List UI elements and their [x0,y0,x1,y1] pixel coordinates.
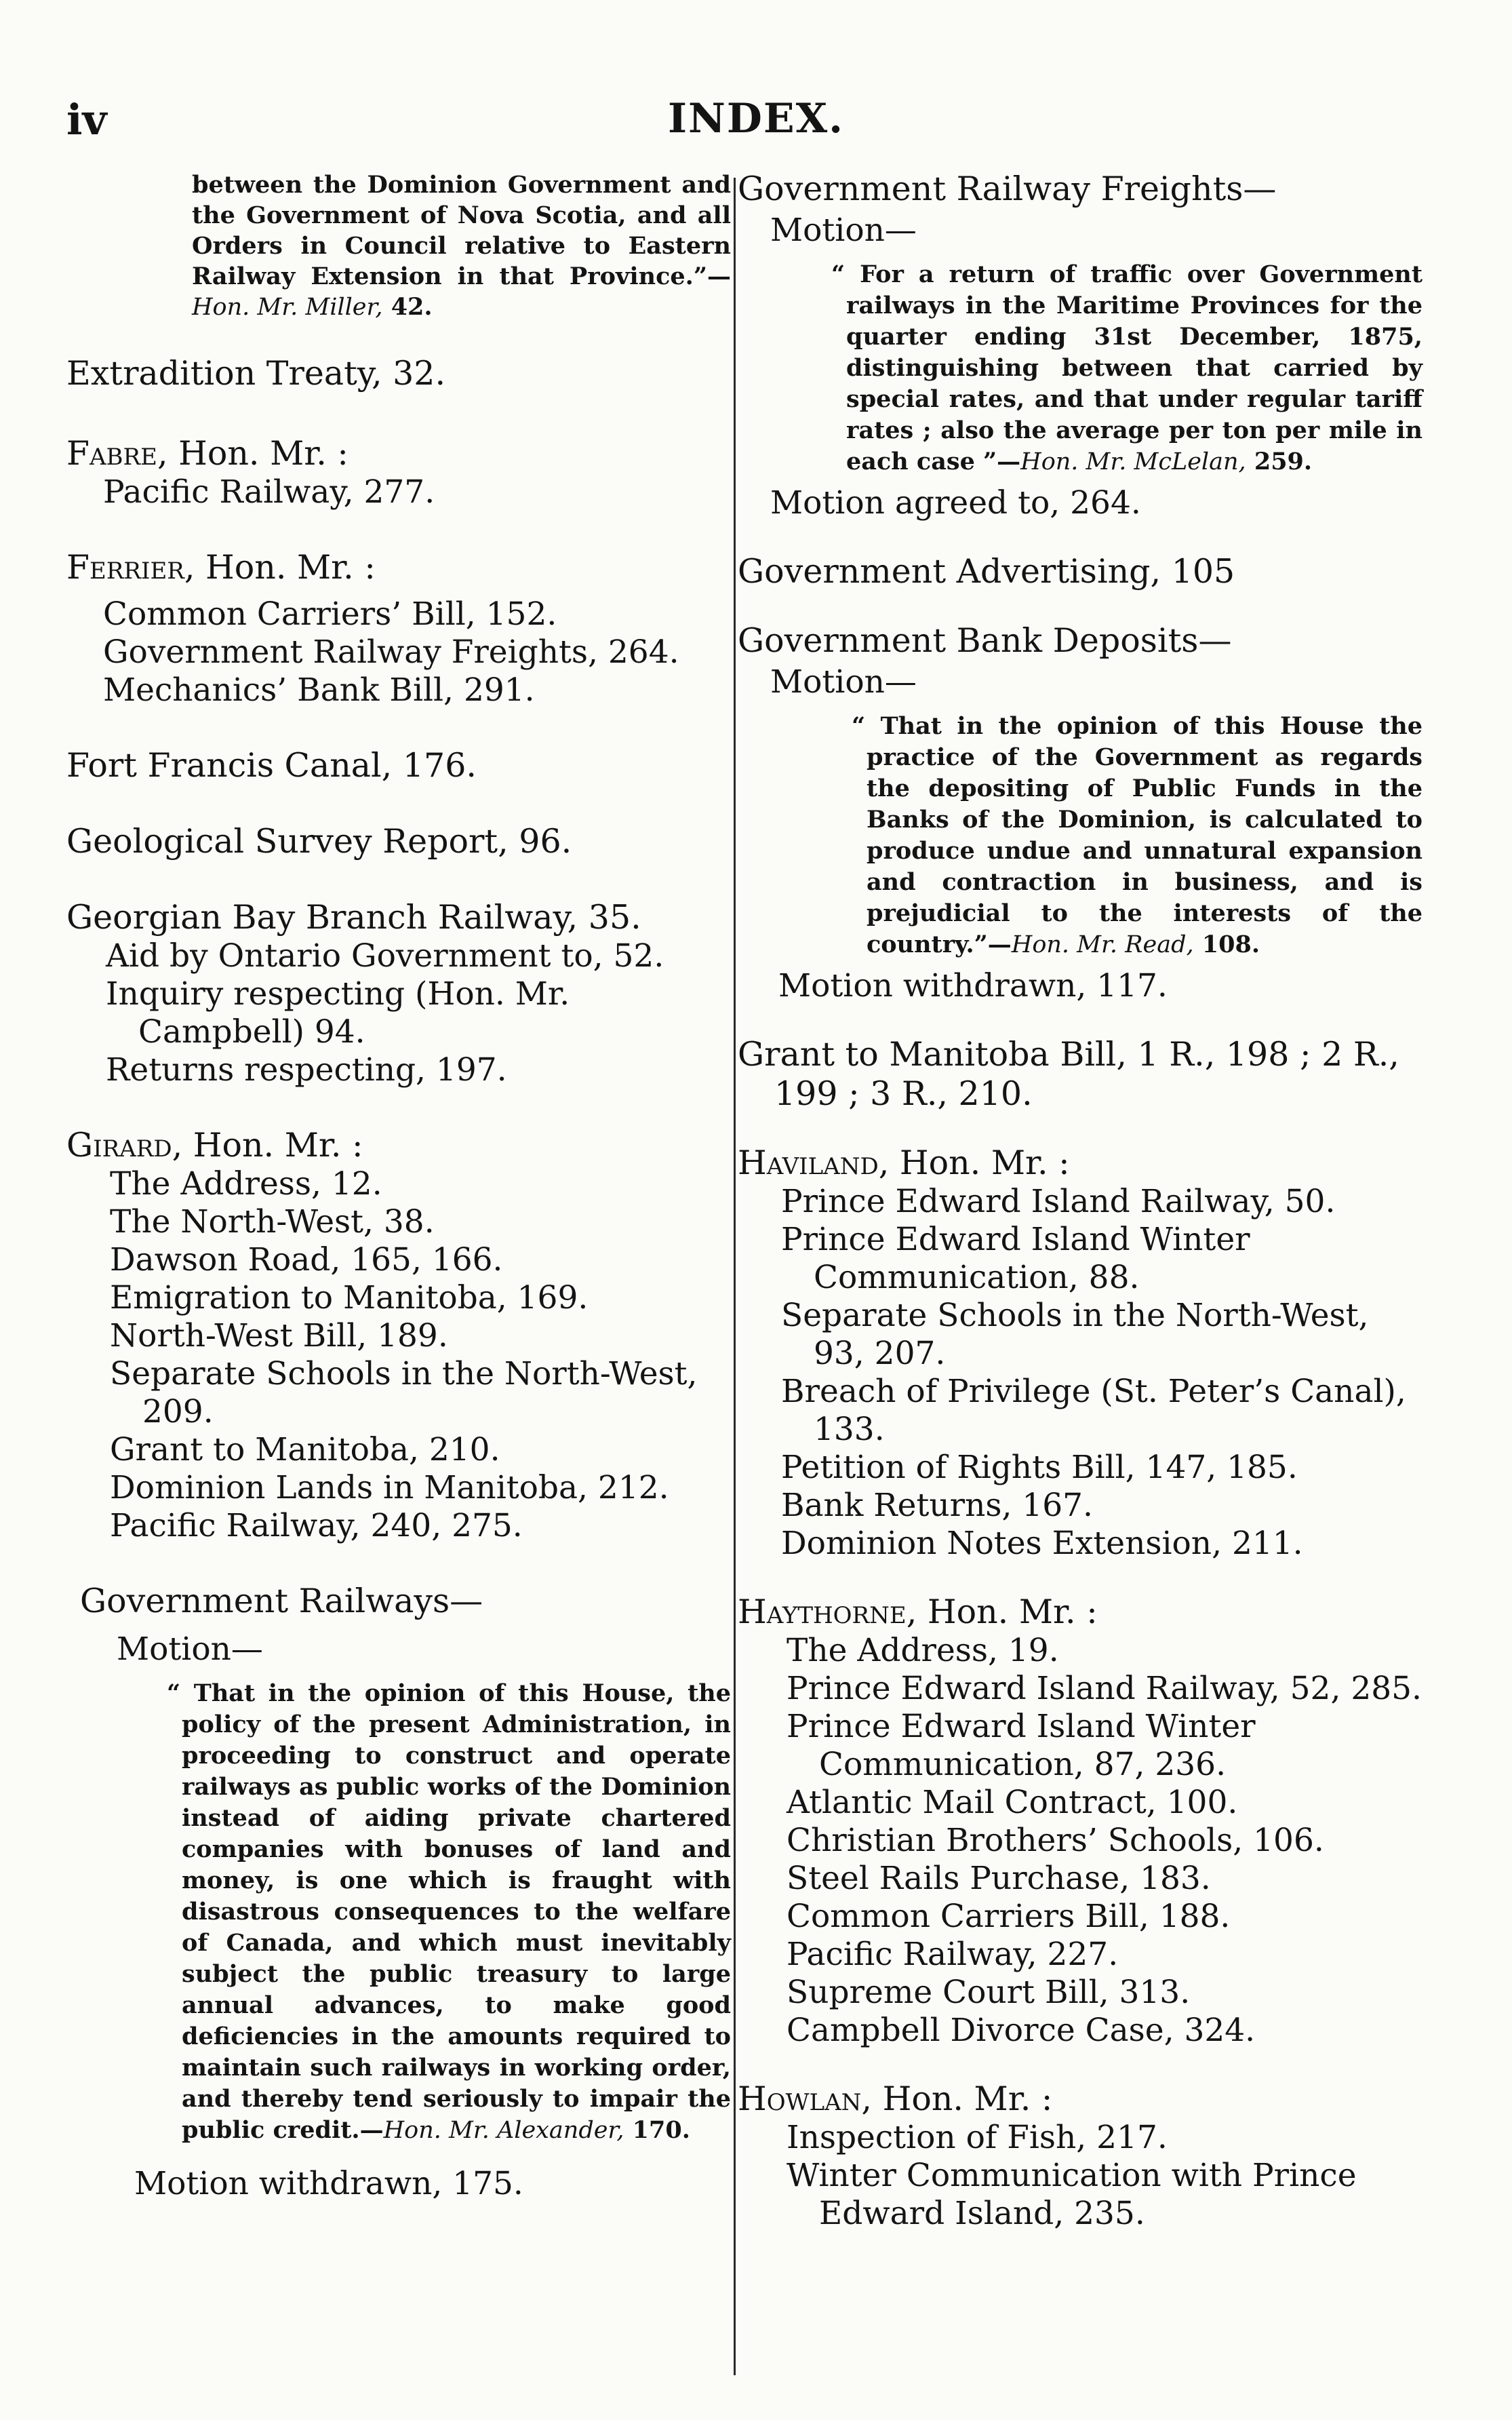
entry-georgian-bay [66,898,731,1089]
index-subentry: The Address, 12. [110,1165,382,1203]
index-subentry: Christian Brothers’ Schools, 106. [787,1822,1324,1859]
index-subentry: Dominion Lands in Manitoba, 212. [110,1469,669,1506]
entry-heading: Government Railways— [80,1582,483,1620]
entry-heading: Extradition Treaty, 32. [66,354,446,393]
index-subentry: Bank Returns, 167. [781,1487,1093,1524]
person-title: Hon. Mr. : [872,2080,1053,2118]
index-subentry: Government Railway Freights, 264. [103,633,679,671]
entry-heading [738,2080,1423,2119]
index-subentry: The North-West, 38. [110,1203,435,1241]
entry-heading: Fort Francis Canal, 176. [66,746,477,785]
entry-heading [738,1593,1423,1632]
index-subentry: Winter Communication with Prince Edward Island, 235. [787,2157,1357,2232]
index-subentry: Dawson Road, 165, 166. [110,1241,503,1279]
index-subentry: Petition of Rights Bill, 147, 185. [781,1449,1298,1486]
motion-result: Motion agreed to, 264. [770,484,1141,522]
index-subentry: Prince Edward Island Winter Communication, 88. [781,1221,1250,1296]
person-name: Howlan, [738,2080,873,2118]
index-subentry: Pacific Railway, 277. [103,473,435,511]
entry-heading: Grant to Manitoba Bill, 1 R., 198 ; 2 R., 199 ; 3 R., 210. [738,1035,1399,1113]
continued-quote-attribution: Hon. Mr. Miller, [192,294,383,321]
index-subentry: Inspection of Fish, 217. [787,2119,1168,2156]
person-title: Hon. Mr. : [167,434,349,473]
entry-geological [66,822,731,861]
index-subentry: Dominion Notes Extension, 211. [781,1525,1303,1562]
motion-attribution: Hon. Mr. Read, [1011,931,1194,958]
index-subentry: Atlantic Mail Contract, 100. [787,1784,1238,1821]
entry-heading [66,1126,731,1165]
entry-heading: Government Railway Freights— [738,170,1277,208]
entry-ferrier [66,548,731,709]
motion-attribution: Hon. Mr. Alexander, [383,2117,624,2144]
entry-howlan [738,2080,1423,2233]
index-subentry: Mechanics’ Bank Bill, 291. [103,671,535,709]
person-title: Hon. Mr. : [195,548,376,587]
index-subentry: Grant to Manitoba, 210. [110,1431,500,1468]
person-name: Fabre, [66,434,168,473]
entry-fabre [66,434,731,511]
page-number: iv [66,95,107,144]
index-subentry: Campbell Divorce Case, 324. [787,2012,1256,2049]
index-subentry: North-West Bill, 189. [110,1317,448,1354]
person-title: Hon. Mr. : [917,1593,1098,1631]
motion-quote-text: “ That in the opinion of this House the practice of the Government as regards the depositing of Public Funds in the Banks of the Dominion, is calculated to produce undue and unnatural expansion and contraction in business, and is prejudicial to the interests of the country.”— [852,712,1423,958]
index-subentry: Common Carriers Bill, 188. [787,1898,1231,1935]
column-divider [734,178,736,2375]
index-subentry: Returns respecting, 197. [106,1051,507,1089]
entry-grant-to-manitoba [738,1035,1423,1114]
person-name: Haythorne, [738,1593,917,1631]
left-column [66,170,731,2230]
index-subentry: Prince Edward Island Railway, 52, 285. [787,1670,1422,1707]
entry-heading: Georgian Bay Branch Railway, 35. [66,898,641,937]
entry-government-bank-deposits [738,621,1423,1005]
motion-label: Motion— [770,212,917,249]
motion-result: Motion withdrawn, 117. [778,967,1168,1004]
motion-page: 259. [1246,448,1313,475]
motion-attribution: Hon. Mr. McLelan, [1020,448,1246,475]
entry-heading [66,548,731,587]
motion-quote [66,1678,731,2146]
motion-quote-text: “ For a return of traffic over Government railways in the Maritime Provinces for the quarter ending 31st December, 1875, distinguishing between that carried by special rates, and that under regular tariff rates ; also the average per ton per mile in each case ”— [831,260,1423,475]
entry-girard [66,1126,731,1545]
entry-heading [66,434,731,473]
index-subentry: Separate Schools in the North-West, 93, 207. [781,1297,1369,1372]
entry-government-railways [66,1582,731,2203]
index-subentry: Pacific Railway, 227. [787,1936,1119,1973]
index-subentry: Separate Schools in the North-West, 209. [110,1355,698,1430]
index-subentry: Prince Edward Island Railway, 50. [781,1183,1336,1220]
entry-heading: Government Bank Deposits— [738,621,1232,660]
right-column [738,170,1423,2260]
entry-haythorne [738,1593,1423,2050]
continued-quote [66,170,731,323]
index-subentry: Supreme Court Bill, 313. [787,1974,1191,2011]
continued-quote-page: 42. [382,293,433,321]
person-title: Hon. Mr. : [182,1126,363,1165]
motion-label: Motion— [117,1631,263,1668]
entry-heading: Government Advertising, 105 [738,552,1235,591]
index-subentry: Emigration to Manitoba, 169. [110,1279,589,1316]
person-name: Girard, [66,1126,183,1165]
entry-heading [738,1144,1423,1183]
entry-heading: Geological Survey Report, 96. [66,822,572,861]
motion-page: 170. [624,2116,690,2144]
continued-quote-text: between the Dominion Government and the Government of Nova Scotia, and all Orders in Council relative to Eastern Railway Extension in that Province.”— [192,171,731,290]
index-subentry: Aid by Ontario Government to, 52. [106,937,664,975]
index-subentry: The Address, 19. [787,1632,1059,1669]
person-title: Hon. Mr. : [889,1144,1070,1182]
motion-page: 108. [1193,931,1260,958]
entry-government-railway-freights [738,170,1423,522]
index-subentry: Pacific Railway, 240, 275. [110,1507,523,1544]
index-subentry: Breach of Privilege (St. Peter’s Canal), 133. [781,1373,1406,1448]
motion-quote-text: “ That in the opinion of this House, the policy of the present Administration, in proceeding to construct and operate railways as public works of the Dominion instead of aiding private chartered companies with bonuses of land and money, is one which is fraught with disastrous consequences to the welfare of Canada, and which must inevitably subject the public treasury to large annual advances, to make good deficiencies in the amounts required to maintain such railways in working order, and thereby tend seriously to impair the public credit.— [167,1679,731,2144]
motion-quote [738,259,1423,477]
index-subentry: Prince Edward Island Winter Communication, 87, 236. [787,1708,1256,1783]
motion-quote [738,711,1423,960]
motion-result: Motion withdrawn, 175. [134,2165,523,2202]
person-name: Haviland, [738,1144,890,1182]
entry-fort-francis [66,746,731,785]
entry-haviland [738,1144,1423,1563]
index-subentry: Inquiry respecting (Hon. Mr. Campbell) 94. [106,975,570,1051]
entry-government-advertising [738,552,1423,591]
person-name: Ferrier, [66,548,195,587]
entry-extradition [66,354,731,393]
motion-label: Motion— [770,663,917,701]
page-title: INDEX. [667,95,845,142]
index-subentry: Common Carriers’ Bill, 152. [103,596,557,633]
index-subentry: Steel Rails Purchase, 183. [787,1860,1211,1897]
